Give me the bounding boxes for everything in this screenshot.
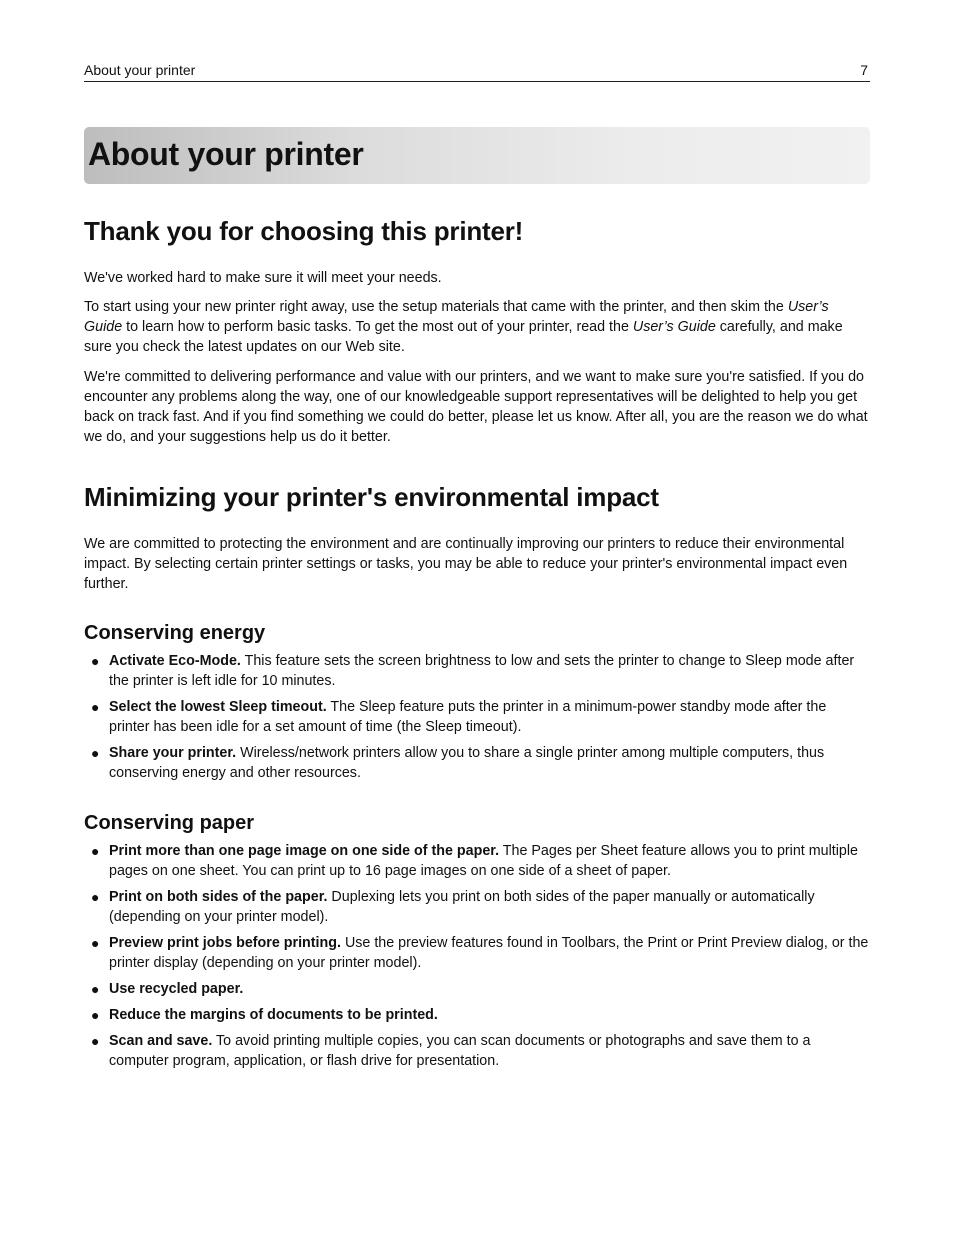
list-item: ● Reduce the margins of documents to be printed. [91, 1007, 438, 1023]
list-item: ● Activate Eco‑Mode. This feature sets the screen brightness to low and sets the printer to change to Sleep mode after the printer is left idle for 10 minutes. [91, 653, 855, 689]
list-item: ● Use recycled paper. [91, 981, 244, 997]
conserving-paper-heading: Conserving paper [84, 812, 255, 834]
list-item: ● Print more than one page image on one side of the paper. The Pages per Sheet feature allows you to print multiple pages on one sheet. You can print up to 16 page images on one side of a sheet of paper. [91, 843, 859, 879]
conserving-energy-list [84, 651, 870, 783]
users-guide-emphasis: User’s Guide [632, 319, 716, 335]
environment-intro: We are committed to protecting the environment and are continually improving our printers to reduce their environmental impact. By selecting certain printer settings or tasks, you may be able to reduce your printer's environmental impact even further. [84, 536, 848, 592]
thank-you-paragraph-2: To start using your new printer right away, use the setup materials that came with the printer, and then skim the User’s Guide to learn how to perform basic tasks. To get the most out of your printer, read the User’s Guide carefully, and make sure you check the latest updates on our Web site. [84, 299, 843, 355]
bullet-icon: ● [91, 935, 100, 951]
thank-you-heading: Thank you for choosing this printer! [84, 216, 524, 246]
list-item: ● Share your printer. Wireless/network printers allow you to share a single printer among multiple computers, thus conserving energy and other resources. [91, 745, 825, 781]
chapter-title: About your printer [88, 136, 364, 172]
header-section-title: About your printer [84, 62, 196, 78]
bullet-icon: ● [91, 981, 100, 997]
list-item: ● Preview print jobs before printing. Use the preview features found in Toolbars, the Print or Print Preview dialog, or the printer display (depending on your printer model). [91, 935, 869, 971]
page-number: 7 [860, 62, 868, 78]
bullet-icon: ● [91, 843, 100, 859]
list-item: ● Print on both sides of the paper. Duplexing lets you print on both sides of the paper manually or automatically (depending on your printer model). [91, 889, 815, 925]
chapter-banner [84, 127, 870, 184]
bullet-icon: ● [91, 745, 100, 761]
bullet-icon: ● [91, 1007, 100, 1023]
content [84, 214, 870, 1071]
thank-you-paragraph-1: We've worked hard to make sure it will meet your needs. [84, 270, 442, 286]
bullet-icon: ● [91, 699, 100, 715]
list-item: ● Select the lowest Sleep timeout. The Sleep feature puts the printer in a minimum‑power standby mode after the printer has been idle for a set amount of time (the Sleep timeout). [91, 699, 827, 735]
conserving-energy-heading: Conserving energy [84, 622, 266, 644]
list-item: ● Scan and save. To avoid printing multiple copies, you can scan documents or photographs and save them to a computer program, application, or flash drive for presentation. [91, 1033, 811, 1069]
environment-heading: Minimizing your printer's environmental impact [84, 482, 659, 512]
bullet-icon: ● [91, 1033, 100, 1049]
running-header [84, 61, 870, 82]
conserving-paper-list [84, 841, 870, 1071]
bullet-icon: ● [91, 889, 100, 905]
users-guide-emphasis: User’s Guide [84, 299, 829, 335]
bullet-icon: ● [91, 653, 100, 669]
thank-you-paragraph-3: We're committed to delivering performance and value with our printers, and we want to make sure you're satisfied. If you do encounter any problems along the way, one of our knowledgeable support representatives will be delighted to help you get back on track fast. And if you find something we could do better, please let us know. After all, you are the reason we do what we do, and your suggestions help us do it better. [84, 369, 868, 445]
